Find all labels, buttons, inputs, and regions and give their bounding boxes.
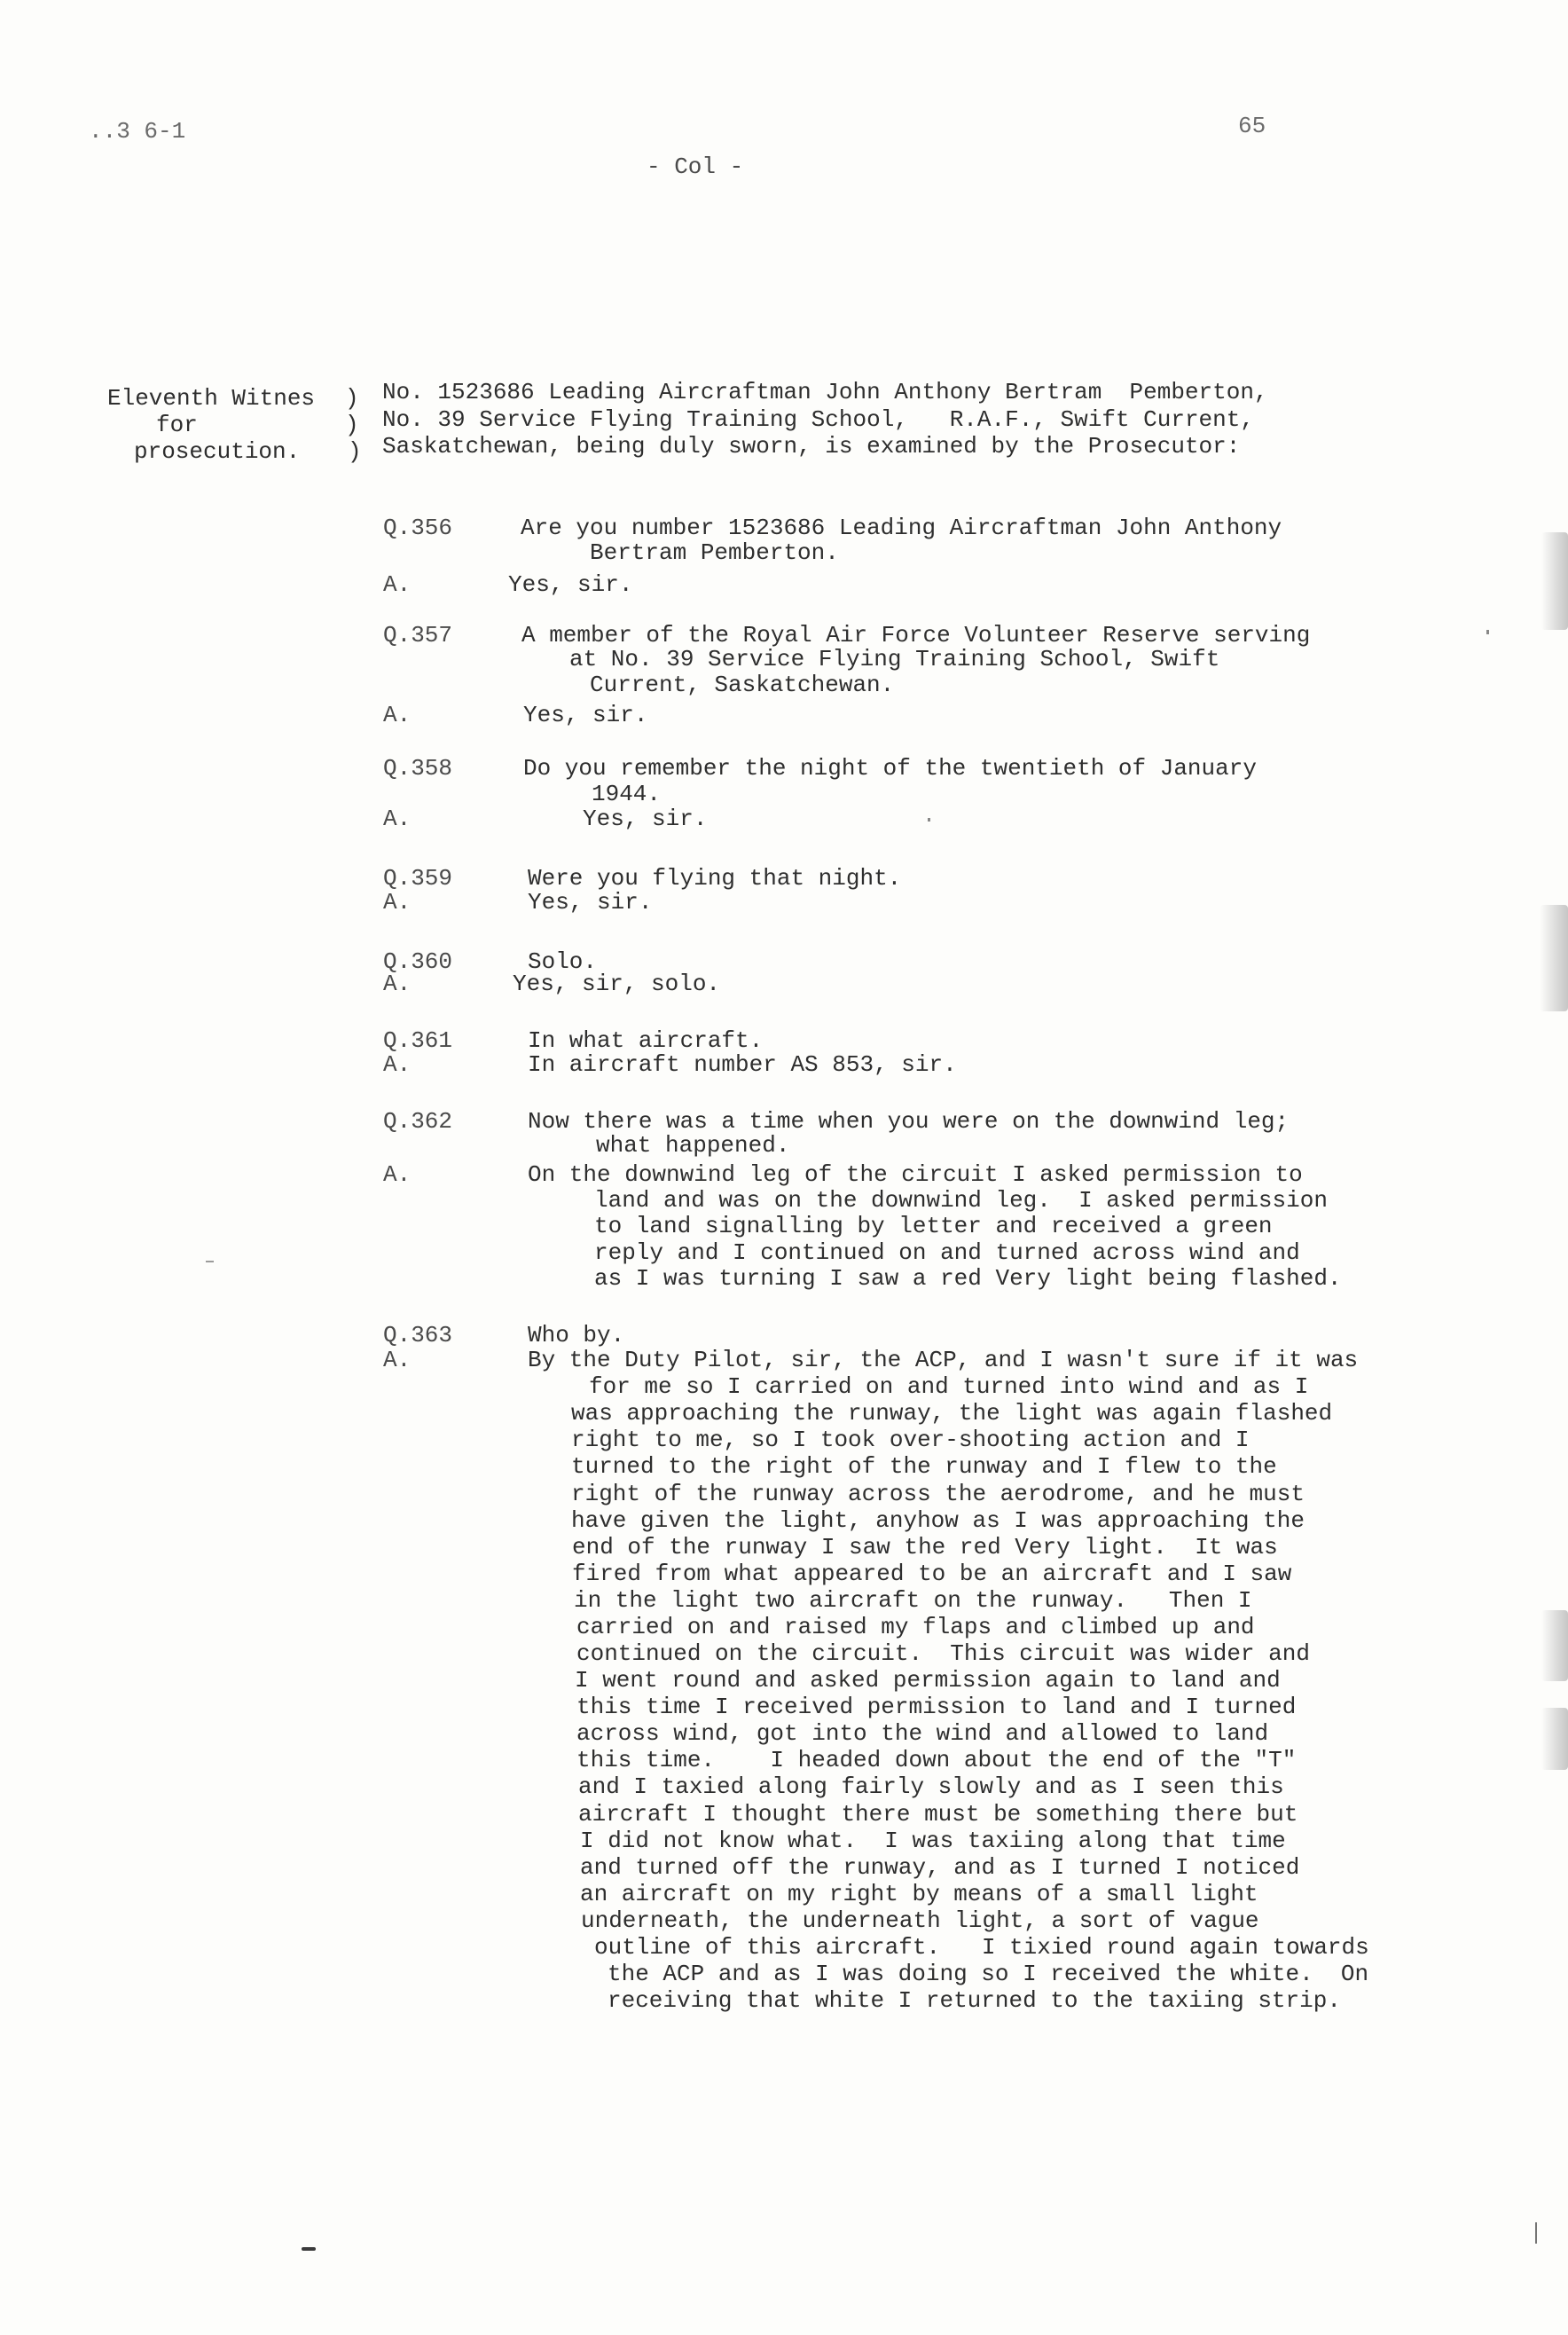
question-line: Solo.: [528, 948, 598, 975]
scan-smudge: [1541, 1708, 1568, 1770]
answer-line: underneath, the underneath light, a sort of vague: [581, 1907, 1259, 1934]
witness-bracket: ): [348, 438, 362, 465]
witness-bracket: ): [345, 412, 359, 438]
answer-label: A.: [383, 889, 412, 916]
scan-smudge: [1541, 1610, 1568, 1681]
question-label: Q.363: [383, 1322, 453, 1348]
question-label: Q.362: [383, 1108, 453, 1135]
answer-line: turned to the right of the runway and I flew to the: [571, 1453, 1277, 1480]
answer-line: Yes, sir.: [528, 889, 653, 916]
question-line: Were you flying that night.: [528, 865, 902, 892]
answer-label: A.: [383, 571, 412, 598]
intro-line: Saskatchewan, being duly sworn, is examined by the Prosecutor:: [382, 433, 1241, 460]
answer-line: By the Duty Pilot, sir, the ACP, and I wasn't sure if it was: [528, 1347, 1359, 1373]
answer-line: Yes, sir.: [523, 702, 648, 728]
answer-line: for me so I carried on and turned into wind and as I: [589, 1373, 1309, 1400]
answer-line: continued on the circuit. This circuit was wider and: [576, 1640, 1310, 1667]
answer-line: fired from what appeared to be an aircraft and I saw: [572, 1561, 1292, 1587]
answer-line: aircraft I thought there must be something there but: [578, 1801, 1298, 1828]
answer-line: to land signalling by letter and received a green: [594, 1213, 1273, 1239]
answer-label: A.: [383, 1347, 412, 1373]
witness-label-line: Eleventh Witnes: [107, 385, 316, 412]
answer-line: I went round and asked permission again to land and: [575, 1667, 1281, 1694]
answer-line: in the light two aircraft on the runway. Then I: [574, 1587, 1252, 1614]
question-line: Do you remember the night of the twentieth of January: [523, 755, 1257, 782]
answer-line: an aircraft on my right by means of a small light: [580, 1881, 1258, 1907]
answer-line: land and was on the downwind leg. I asked permission: [594, 1187, 1328, 1214]
answer-label: A.: [383, 702, 412, 728]
witness-label-line: for: [156, 412, 198, 438]
scan-tick: [1535, 2222, 1537, 2244]
section-heading: - Col -: [647, 153, 744, 180]
answer-line: Yes, sir.: [583, 806, 708, 832]
question-line: Are you number 1523686 Leading Aircraftman John Anthony: [521, 515, 1282, 541]
scan-speck: [206, 1261, 214, 1262]
question-label: Q.356: [383, 515, 453, 541]
answer-line: reply and I continued on and turned across wind and: [594, 1239, 1300, 1266]
answer-line: right to me, so I took over-shooting action and I: [571, 1427, 1250, 1453]
witness-bracket: ): [345, 385, 359, 412]
question-line: Now there was a time when you were on the downwind leg;: [528, 1108, 1290, 1135]
answer-line: across wind, got into the wind and allowed to land: [576, 1720, 1269, 1747]
answer-line: carried on and raised my flaps and climbed up and: [576, 1614, 1255, 1640]
question-label: Q.359: [383, 865, 453, 892]
scan-smudge: [1540, 905, 1568, 1011]
answer-line: and turned off the runway, and as I turned I noticed: [580, 1854, 1300, 1881]
question-label: Q.360: [383, 948, 453, 975]
answer-line: outline of this aircraft. I tixied round again towards: [594, 1934, 1369, 1961]
answer-line: end of the runway I saw the red Very light. It was: [572, 1534, 1278, 1561]
answer-label: A.: [383, 1051, 412, 1078]
page-number: 65: [1238, 113, 1266, 139]
question-line: what happened.: [596, 1132, 790, 1159]
scan-dash: [302, 2247, 316, 2251]
witness-label-line: prosecution.: [134, 438, 301, 465]
answer-label: A.: [383, 971, 412, 997]
answer-line: On the downwind leg of the circuit I asked permission to: [528, 1161, 1303, 1188]
answer-label: A.: [383, 1161, 412, 1188]
question-line: at No. 39 Service Flying Training School, Swift: [569, 646, 1220, 672]
question-line: In what aircraft.: [528, 1027, 764, 1054]
document-reference: ..3 6-1: [89, 118, 186, 145]
answer-label: A.: [383, 806, 412, 832]
answer-line: this time. I headed down about the end of the "T": [576, 1747, 1297, 1773]
answer-line: and I taxied along fairly slowly and as I seen this: [578, 1773, 1284, 1800]
answer-line: was approaching the runway, the light was again flashed: [571, 1400, 1333, 1427]
scan-smudge: [1541, 532, 1568, 630]
intro-line: No. 1523686 Leading Aircraftman John Anthony Bertram Pemberton,: [382, 379, 1268, 405]
question-label: Q.357: [383, 622, 453, 649]
answer-line: In aircraft number AS 853, sir.: [528, 1051, 957, 1078]
answer-line: I did not know what. I was taxiing along that time: [580, 1828, 1286, 1854]
answer-line: Yes, sir.: [508, 571, 633, 598]
question-label: Q.361: [383, 1027, 453, 1054]
question-label: Q.358: [383, 755, 453, 782]
scan-speck: [1486, 630, 1489, 634]
answer-line: the ACP and as I was doing so I received the white. On: [608, 1961, 1369, 1987]
question-line: Bertram Pemberton.: [590, 539, 839, 566]
question-line: 1944.: [592, 781, 662, 807]
answer-line: Yes, sir, solo.: [513, 971, 721, 997]
question-line: A member of the Royal Air Force Volunteer Reserve serving: [521, 622, 1311, 649]
question-line: Who by.: [528, 1322, 625, 1348]
answer-line: right of the runway across the aerodrome, and he must: [571, 1481, 1305, 1507]
answer-line: have given the light, anyhow as I was approaching the: [571, 1507, 1305, 1534]
answer-line: as I was turning I saw a red Very light being flashed.: [594, 1265, 1342, 1292]
answer-line: this time I received permission to land and I turned: [576, 1694, 1297, 1720]
question-line: Current, Saskatchewan.: [590, 672, 895, 698]
answer-line: receiving that white I returned to the taxiing strip.: [608, 1987, 1341, 2014]
intro-line: No. 39 Service Flying Training School, R.A.F., Swift Current,: [382, 406, 1254, 433]
scan-speck: [928, 818, 930, 822]
